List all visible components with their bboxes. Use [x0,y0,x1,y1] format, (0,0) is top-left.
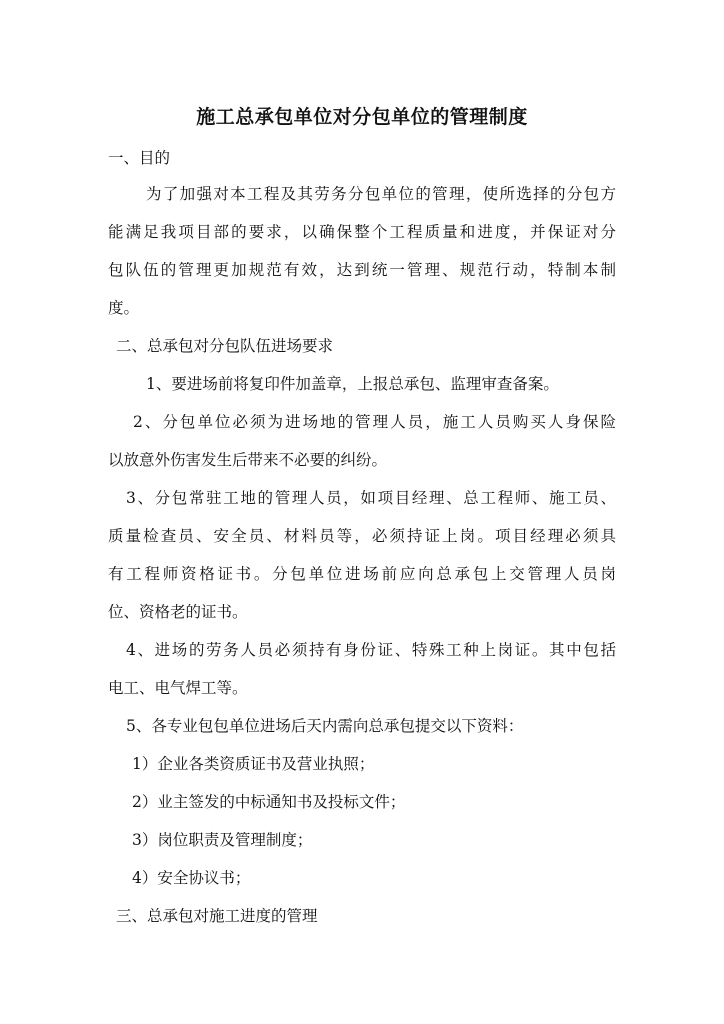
section-2-item-3-line-4: 位、资格老的证书。 [108,603,248,621]
section-1-para-line-1: 为了加强对本工程及其劳务分包单位的管理，使所选择的分包方 [146,185,616,203]
section-3-heading: 三、总承包对施工进度的管理 [116,907,318,925]
section-2-item-5: 5、各专业包包单位进场后天内需向总承包提交以下资料： [126,717,524,735]
section-2-item-3-line-1: 3、分包常驻工地的管理人员，如项目经理、总工程师、施工员、 [126,489,616,507]
section-2-item-3-line-2: 质量检查员、安全员、材料员等，必须持证上岗。项目经理必须具 [108,527,616,545]
section-2-item-2-line-1: 2、分包单位必须为进场地的管理人员，施工人员购买人身保险 [133,413,616,431]
section-1-para-line-2: 能满足我项目部的要求，以确保整个工程质量和进度，并保证对分 [108,223,616,241]
section-2-item-1: 1、要进场前将复印件加盖章，上报总承包、监理审查备案。 [146,375,559,393]
section-2-subitem-3: 3）岗位职责及管理制度； [132,831,313,849]
section-1-para-line-3: 包队伍的管理更加规范有效，达到统一管理、规范行动，特制本制 [108,261,616,279]
section-2-item-4-line-2: 电工、电气焊工等。 [108,679,248,697]
section-2-heading: 二、总承包对分包队伍进场要求 [116,337,334,355]
section-2-item-4-line-1: 4、进场的劳务人员必须持有身份证、特殊工种上岗证。其中包括 [126,641,616,659]
section-1-heading: 一、目的 [108,149,171,167]
section-2-item-2-line-2: 以放意外伤害发生后带来不必要的纠纷。 [108,451,388,469]
section-2-subitem-1: 1）企业各类资质证书及营业执照； [132,755,375,773]
section-2-subitem-4: 4）安全协议书； [132,869,251,887]
section-2-item-3-line-3: 有工程师资格证书。分包单位进场前应向总承包上交管理人员岗 [108,565,616,583]
document-title: 施工总承包单位对分包单位的管理制度 [196,106,528,128]
section-1-para-line-4: 度。 [108,299,140,317]
section-2-subitem-2: 2）业主签发的中标通知书及投标文件； [132,793,406,811]
